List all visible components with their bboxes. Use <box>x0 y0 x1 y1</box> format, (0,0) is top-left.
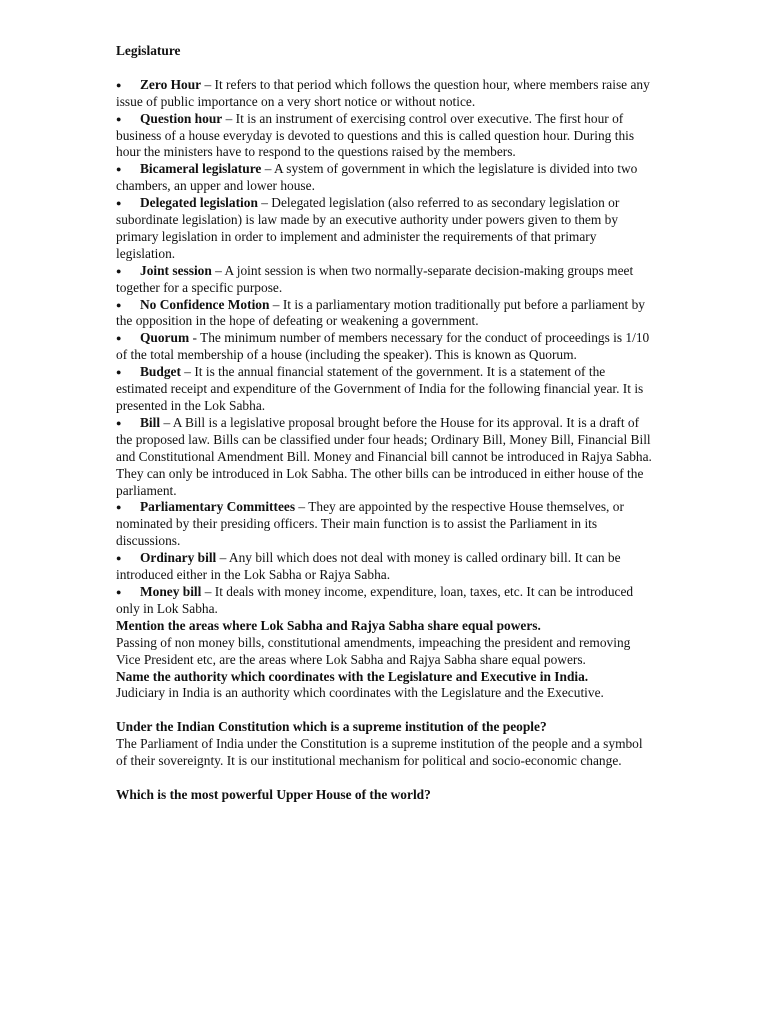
term-separator: – <box>257 195 272 211</box>
qa-block-supreme-institution <box>116 719 652 770</box>
term-item-delegated-legislation <box>116 195 652 263</box>
spacer <box>116 702 652 719</box>
term-name: Budget <box>140 364 181 380</box>
term-name: Quorum <box>140 330 190 346</box>
term-item-joint-session <box>116 263 652 297</box>
term-definition: A Bill is a legislative proposal brought before the House for its approval. It is a draft of the proposed law. Bills can be classified under four heads; Ordinary Bill, Money Bill, Financial Bill and Constitutional Amendment Bill. Money and Financial bill cannot be introduced in Rajya Sabha. They can only be introduced in Lok Sabha. The other bills can be introduced in either house of the parliament. <box>116 414 652 498</box>
term-name: Delegated legislation <box>140 195 258 211</box>
answer-text: Judiciary in India is an authority which coordinates with the Legislature and the Executive. <box>116 685 604 701</box>
bullet-icon: ● <box>116 198 122 209</box>
bullet-icon: ● <box>116 502 122 513</box>
term-name: Joint session <box>140 262 212 278</box>
term-separator: – <box>261 161 275 177</box>
spacer <box>116 770 652 787</box>
bullet-icon: ● <box>116 299 122 310</box>
term-separator: – <box>216 550 229 566</box>
term-definition: It deals with money income, expenditure, loan, taxes, etc. It can be introduced only in Lok Sabha. <box>116 583 634 616</box>
question-heading: Name the authority which coordinates with the Legislature and Executive in India. <box>116 668 589 684</box>
term-item-quorum <box>116 330 652 364</box>
term-definition: A system of government in which the legislature is divided into two chambers, an upper and lower house. <box>116 161 638 194</box>
term-name: Bill <box>140 414 161 430</box>
answer-text: The Parliament of India under the Constitution is a supreme institution of the people and a symbol of their sovereignty. It is our institutional mechanism for political and socio-economic change. <box>116 736 643 769</box>
document-page <box>116 43 652 804</box>
bullet-icon: ● <box>116 367 122 378</box>
term-name: Zero Hour <box>140 76 202 92</box>
bullet-icon: ● <box>116 79 122 90</box>
bullet-icon: ● <box>116 586 122 597</box>
term-item-question-hour <box>116 111 652 162</box>
spacer <box>116 60 652 77</box>
term-item-ordinary-bill <box>116 550 652 584</box>
term-separator: – <box>160 414 173 430</box>
term-item-no-confidence-motion <box>116 297 652 331</box>
term-name: Money bill <box>140 583 202 599</box>
terms-list <box>116 77 652 618</box>
term-definition: Any bill which does not deal with money is called ordinary bill. It can be introduced either in the Lok Sabha or Rajya Sabha. <box>116 550 621 583</box>
term-separator: – <box>201 583 215 599</box>
term-item-zero-hour <box>116 77 652 111</box>
term-name: Parliamentary Committees <box>140 499 296 515</box>
term-separator: - <box>189 330 201 346</box>
bullet-icon: ● <box>116 113 122 124</box>
question-heading: Which is the most powerful Upper House of the world? <box>116 786 431 802</box>
term-definition: It is a parliamentary motion traditionally put before a parliament by the opposition in the hope of defeating or weakening a government. <box>116 296 646 329</box>
term-name: Bicameral legislature <box>140 161 262 177</box>
term-separator: – <box>180 364 195 380</box>
term-item-bicameral-legislature <box>116 161 652 195</box>
term-name: Question hour <box>140 110 223 126</box>
term-definition: The minimum number of members necessary for the conduct of proceedings is 1/10 of the total membership of a house (including the speaker). This is known as Quorum. <box>116 330 650 363</box>
term-definition: Delegated legislation (also referred to as secondary legislation or subordinate legislation) is law made by an executive authority under powers given to them by primary legislation in order to implement and administer the requirements of that primary legislation. <box>116 195 620 261</box>
bullet-icon: ● <box>116 333 122 344</box>
term-separator: – <box>201 76 215 92</box>
term-item-parliamentary-committees <box>116 499 652 550</box>
term-name: Ordinary bill <box>140 550 217 566</box>
term-definition: It refers to that period which follows the question hour, where members raise any issue of public importance on a very short notice or without notice. <box>116 76 650 109</box>
qa-block-upper-house <box>116 787 652 804</box>
qa-block-coordinating-authority <box>116 669 652 703</box>
term-separator: – <box>222 110 236 126</box>
bullet-icon: ● <box>116 553 122 564</box>
term-definition: It is an instrument of exercising control over executive. The first hour of business of a house everyday is devoted to questions and this is called question hour. During this hour the ministers have to respond to the questions raised by the members. <box>116 110 635 160</box>
term-item-bill <box>116 415 652 500</box>
answer-text: Passing of non money bills, constitutional amendments, impeaching the president and removing Vice President etc, are the areas where Lok Sabha and Rajya Sabha share equal powers. <box>116 634 631 667</box>
term-separator: – <box>269 296 283 312</box>
term-definition: It is the annual financial statement of the government. It is a statement of the estimated receipt and expenditure of the Government of India for the following financial year. It is presented in the Lok Sabha. <box>116 364 644 414</box>
term-definition: They are appointed by the respective House themselves, or nominated by their presiding officers. Their main function is to assist the Parliament in its discussions. <box>116 499 624 549</box>
question-heading: Mention the areas where Lok Sabha and Rajya Sabha share equal powers. <box>116 617 541 633</box>
term-item-money-bill <box>116 584 652 618</box>
question-heading: Under the Indian Constitution which is a supreme institution of the people? <box>116 719 547 735</box>
bullet-icon: ● <box>116 265 122 276</box>
document-title: Legislature <box>116 43 181 58</box>
term-separator: – <box>295 499 309 515</box>
bullet-icon: ● <box>116 417 122 428</box>
term-separator: – <box>211 262 225 278</box>
term-name: No Confidence Motion <box>140 296 270 312</box>
term-item-budget <box>116 364 652 415</box>
term-definition: A joint session is when two normally-separate decision-making groups meet together for a specific purpose. <box>116 262 634 295</box>
qa-block-equal-powers <box>116 618 652 669</box>
bullet-icon: ● <box>116 164 122 175</box>
